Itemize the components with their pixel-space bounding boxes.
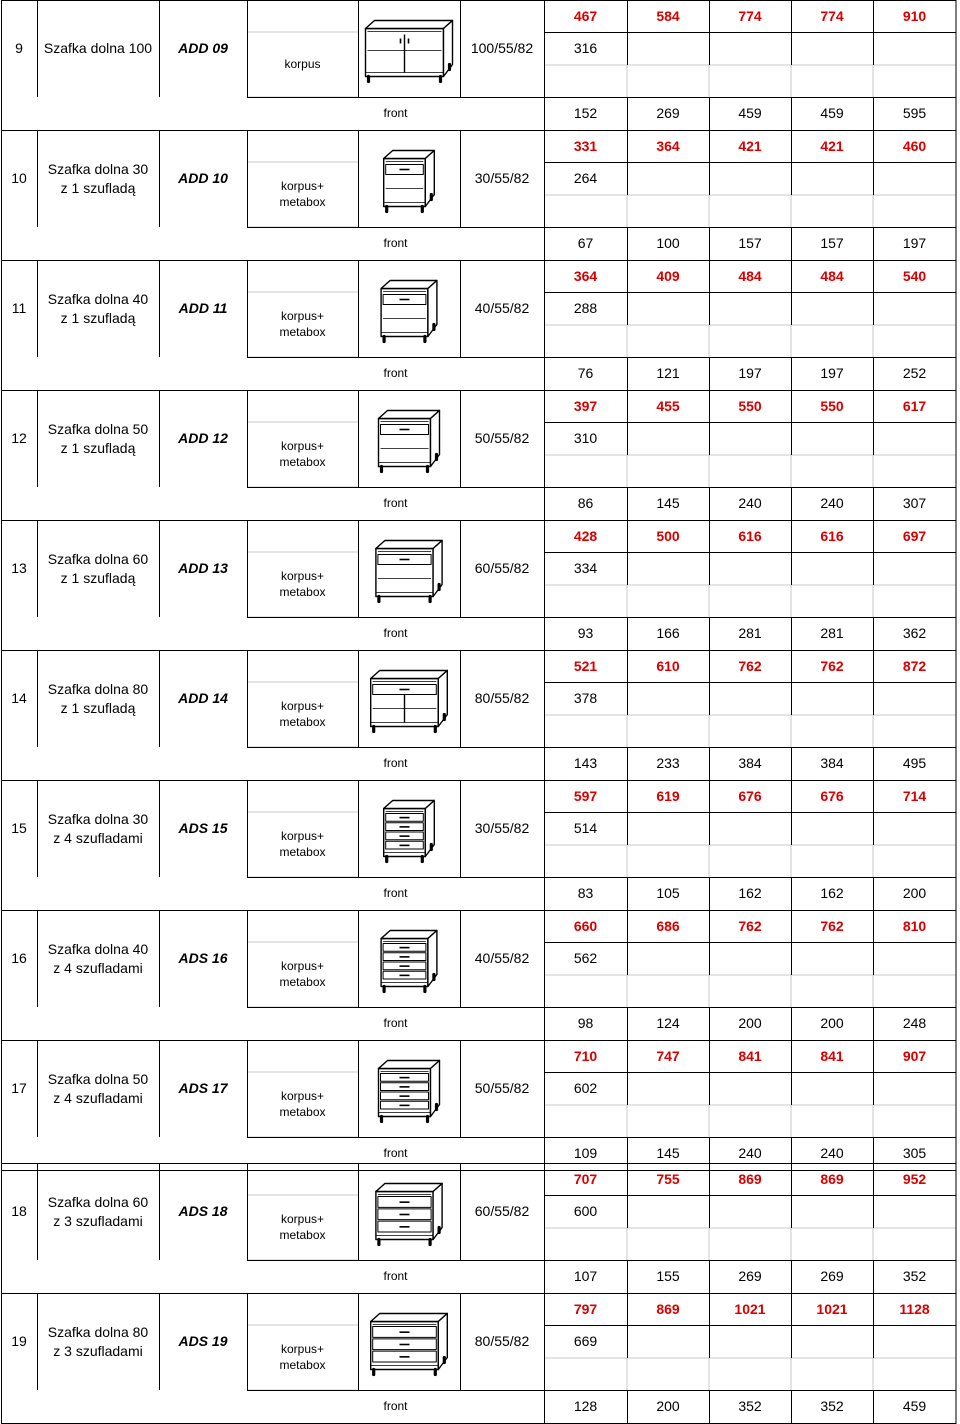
product-code: ADS 16 (178, 950, 228, 967)
price-cell: 755 (656, 1170, 680, 1187)
front-label: front (383, 625, 408, 640)
product-row (1, 390, 956, 520)
product-row (1, 780, 956, 910)
front-price-cell: 143 (573, 755, 598, 772)
product-row (1, 260, 956, 390)
product-code: ADD 09 (178, 40, 228, 57)
price-cell: 676 (820, 787, 844, 804)
front-price-cell: 240 (820, 495, 844, 512)
product-row (1, 0, 956, 130)
price-cell: 610 (656, 657, 680, 674)
front-price-cell: 157 (738, 235, 762, 252)
price-cell: 550 (820, 397, 844, 414)
price-cell: 484 (738, 267, 762, 284)
front-price-cell: 157 (820, 235, 844, 252)
product-name: Szafka dolna 50 z 1 szufladą (47, 421, 149, 456)
product-code: ADS 19 (178, 1333, 228, 1350)
front-price-cell: 269 (738, 1268, 762, 1285)
korpus-price-cell: 669 (573, 1333, 598, 1350)
front-price-cell: 197 (738, 365, 762, 382)
price-cell: 617 (902, 397, 927, 414)
front-price-cell: 76 (577, 365, 594, 382)
front-price-cell: 459 (738, 105, 762, 122)
product-code: ADD 12 (178, 430, 228, 447)
product-name: Szafka dolna 40 z 1 szufladą (47, 291, 149, 326)
korpus-price-cell: 602 (573, 1080, 598, 1097)
front-price-cell: 362 (902, 625, 927, 642)
front-price-cell: 459 (820, 105, 844, 122)
price-cell: 540 (902, 267, 927, 284)
price-cell: 597 (573, 787, 598, 804)
front-price-cell: 200 (820, 1015, 844, 1032)
front-price-cell: 107 (573, 1268, 598, 1285)
parts-label: korpus+ metabox (279, 178, 326, 209)
dimensions: 80/55/82 (474, 690, 530, 707)
front-price-cell: 459 (902, 1398, 927, 1415)
price-cell: 364 (656, 137, 680, 154)
front-price-cell: 248 (902, 1015, 927, 1032)
price-cell: 762 (738, 657, 762, 674)
price-cell: 907 (902, 1047, 927, 1064)
price-cell: 841 (820, 1047, 844, 1064)
dimensions: 50/55/82 (474, 1080, 530, 1097)
front-price-cell: 307 (902, 495, 927, 512)
front-price-cell: 100 (656, 235, 680, 252)
product-name: Szafka dolna 30 z 4 szufladami (47, 811, 149, 846)
korpus-price-cell: 316 (573, 40, 598, 57)
cabinet-3-drawers-icon (358, 1293, 460, 1390)
front-price-cell: 269 (820, 1268, 844, 1285)
front-price-cell: 305 (902, 1145, 927, 1162)
price-cell: 762 (820, 657, 844, 674)
product-row (1, 1293, 956, 1423)
price-cell: 676 (738, 787, 762, 804)
row-number: 18 (11, 1203, 27, 1220)
front-price-cell: 121 (656, 365, 680, 382)
price-cell: 762 (820, 917, 844, 934)
price-cell: 460 (902, 137, 927, 154)
cabinet-1-drawer-icon (358, 520, 460, 617)
price-cell: 616 (738, 527, 762, 544)
parts-label: korpus+ metabox (279, 698, 326, 729)
front-label: front (383, 1398, 408, 1413)
front-label: front (383, 1145, 408, 1160)
row-number: 10 (11, 170, 27, 187)
front-label: front (383, 365, 408, 380)
front-price-cell: 384 (820, 755, 844, 772)
price-cell: 484 (820, 267, 844, 284)
price-cell: 710 (573, 1047, 598, 1064)
front-label: front (383, 105, 408, 120)
front-price-cell: 162 (738, 885, 762, 902)
product-code: ADD 14 (178, 690, 228, 707)
row-number: 12 (11, 430, 27, 447)
front-price-cell: 67 (577, 235, 594, 252)
front-price-cell: 197 (902, 235, 927, 252)
price-cell: 952 (902, 1170, 927, 1187)
front-price-cell: 155 (656, 1268, 680, 1285)
front-price-cell: 145 (656, 495, 680, 512)
dimensions: 30/55/82 (474, 820, 530, 837)
row-number: 17 (11, 1080, 27, 1097)
price-cell: 331 (573, 137, 598, 154)
product-name: Szafka dolna 80 z 3 szufladami (47, 1324, 149, 1359)
product-name: Szafka dolna 50 z 4 szufladami (47, 1071, 149, 1106)
parts-label: korpus+ metabox (279, 1341, 326, 1372)
product-row (1, 520, 956, 650)
price-cell: 810 (902, 917, 927, 934)
korpus-price-cell: 334 (573, 560, 598, 577)
price-cell: 521 (573, 657, 598, 674)
product-code: ADD 13 (178, 560, 228, 577)
parts-label: korpus+ metabox (279, 438, 326, 469)
product-code: ADS 18 (178, 1203, 228, 1220)
price-cell: 421 (820, 137, 844, 154)
front-label: front (383, 1268, 408, 1283)
cabinet-1-drawer-icon (358, 260, 460, 357)
front-price-cell: 240 (738, 495, 762, 512)
price-cell: 747 (656, 1047, 680, 1064)
price-cell: 707 (573, 1170, 598, 1187)
price-cell: 584 (656, 7, 680, 24)
row-number: 14 (11, 690, 27, 707)
front-price-cell: 200 (902, 885, 927, 902)
price-cell: 910 (902, 7, 927, 24)
cabinet-3-drawers-icon (358, 1163, 460, 1260)
front-price-cell: 233 (656, 755, 680, 772)
front-price-cell: 352 (820, 1398, 844, 1415)
dimensions: 40/55/82 (474, 300, 530, 317)
price-cell: 428 (573, 527, 598, 544)
price-cell: 409 (656, 267, 680, 284)
product-name: Szafka dolna 60 z 3 szufladami (47, 1194, 149, 1229)
front-price-cell: 83 (577, 885, 594, 902)
front-label: front (383, 885, 408, 900)
parts-label: korpus+ metabox (279, 958, 326, 989)
front-price-cell: 384 (738, 755, 762, 772)
front-price-cell: 595 (902, 105, 927, 122)
product-row (1, 910, 956, 1040)
front-price-cell: 124 (656, 1015, 680, 1032)
front-label: front (383, 755, 408, 770)
product-code: ADD 10 (178, 170, 228, 187)
product-code: ADD 11 (178, 300, 228, 317)
front-price-cell: 200 (656, 1398, 680, 1415)
front-price-cell: 269 (656, 105, 680, 122)
dimensions: 50/55/82 (474, 430, 530, 447)
price-cell: 797 (573, 1300, 598, 1317)
price-cell: 686 (656, 917, 680, 934)
front-price-cell: 145 (656, 1145, 680, 1162)
korpus-price-cell: 600 (573, 1203, 598, 1220)
front-price-cell: 252 (902, 365, 927, 382)
cabinet-1-drawer-icon (358, 390, 460, 487)
front-price-cell: 281 (738, 625, 762, 642)
front-price-cell: 240 (820, 1145, 844, 1162)
price-cell: 774 (820, 7, 844, 24)
product-name: Szafka dolna 40 z 4 szufladami (47, 941, 149, 976)
parts-label: korpus+ metabox (279, 308, 326, 339)
front-price-cell: 86 (577, 495, 594, 512)
front-price-cell: 495 (902, 755, 927, 772)
front-price-cell: 98 (577, 1015, 594, 1032)
price-cell: 364 (573, 267, 598, 284)
parts-label: korpus+ metabox (279, 568, 326, 599)
front-price-cell: 240 (738, 1145, 762, 1162)
row-number: 13 (11, 560, 27, 577)
price-cell: 697 (902, 527, 927, 544)
cabinet-1-drawer-icon (358, 130, 460, 227)
dimensions: 30/55/82 (474, 170, 530, 187)
row-number: 15 (11, 820, 27, 837)
product-code: ADS 15 (178, 820, 228, 837)
korpus-price-cell: 264 (573, 170, 598, 187)
front-price-cell: 109 (573, 1145, 598, 1162)
price-cell: 616 (820, 527, 844, 544)
product-name: Szafka dolna 80 z 1 szufladą (47, 681, 149, 716)
price-cell: 869 (738, 1170, 762, 1187)
product-row (1, 1040, 956, 1170)
korpus-price-cell: 378 (573, 690, 598, 707)
korpus-price-cell: 288 (573, 300, 598, 317)
price-cell: 872 (902, 657, 927, 674)
price-cell: 869 (820, 1170, 844, 1187)
front-price-cell: 93 (577, 625, 594, 642)
price-cell: 1021 (816, 1300, 848, 1317)
row-number: 11 (11, 300, 27, 317)
price-cell: 455 (656, 397, 680, 414)
parts-label: korpus (284, 56, 321, 71)
cabinet-2-doors-icon (358, 0, 460, 97)
front-label: front (383, 235, 408, 250)
front-price-cell: 197 (820, 365, 844, 382)
price-cell: 660 (573, 917, 598, 934)
front-price-cell: 128 (573, 1398, 598, 1415)
price-cell: 500 (656, 527, 680, 544)
parts-label: korpus+ metabox (279, 1211, 326, 1242)
price-cell: 619 (656, 787, 680, 804)
dimensions: 80/55/82 (474, 1333, 530, 1350)
product-name: Szafka dolna 100 (43, 40, 153, 57)
price-cell: 774 (738, 7, 762, 24)
product-code: ADS 17 (178, 1080, 228, 1097)
front-price-cell: 166 (656, 625, 680, 642)
front-price-cell: 105 (656, 885, 680, 902)
dimensions: 100/55/82 (470, 40, 534, 57)
parts-label: korpus+ metabox (279, 1088, 326, 1119)
price-cell: 467 (573, 7, 598, 24)
parts-label: korpus+ metabox (279, 828, 326, 859)
cabinet-1-drawer-2-doors-icon (358, 650, 460, 747)
row-number: 19 (11, 1333, 27, 1350)
front-price-cell: 200 (738, 1015, 762, 1032)
price-cell: 714 (902, 787, 927, 804)
korpus-price-cell: 514 (573, 820, 598, 837)
front-price-cell: 281 (820, 625, 844, 642)
korpus-price-cell: 310 (573, 430, 598, 447)
price-cell: 762 (738, 917, 762, 934)
price-cell: 421 (738, 137, 762, 154)
price-cell: 1021 (734, 1300, 766, 1317)
dimensions: 60/55/82 (474, 560, 530, 577)
product-row (1, 650, 956, 780)
product-name: Szafka dolna 60 z 1 szufladą (47, 551, 149, 586)
cabinet-4-drawers-icon (358, 910, 460, 1007)
product-row (1, 1163, 956, 1293)
row-number: 16 (11, 950, 27, 967)
front-price-cell: 162 (820, 885, 844, 902)
korpus-price-cell: 562 (573, 950, 598, 967)
dimensions: 60/55/82 (474, 1203, 530, 1220)
dimensions: 40/55/82 (474, 950, 530, 967)
front-price-cell: 352 (738, 1398, 762, 1415)
price-cell: 869 (656, 1300, 680, 1317)
front-price-cell: 152 (573, 105, 598, 122)
product-name: Szafka dolna 30 z 1 szufladą (47, 161, 149, 196)
price-cell: 1128 (899, 1300, 930, 1317)
cabinet-4-drawers-icon (358, 1040, 460, 1137)
price-cell: 397 (573, 397, 598, 414)
row-number: 9 (15, 40, 23, 57)
product-row (1, 130, 956, 260)
front-label: front (383, 495, 408, 510)
front-label: front (383, 1015, 408, 1030)
front-price-cell: 352 (902, 1268, 927, 1285)
price-cell: 550 (738, 397, 762, 414)
price-cell: 841 (738, 1047, 762, 1064)
cabinet-4-drawers-icon (358, 780, 460, 877)
